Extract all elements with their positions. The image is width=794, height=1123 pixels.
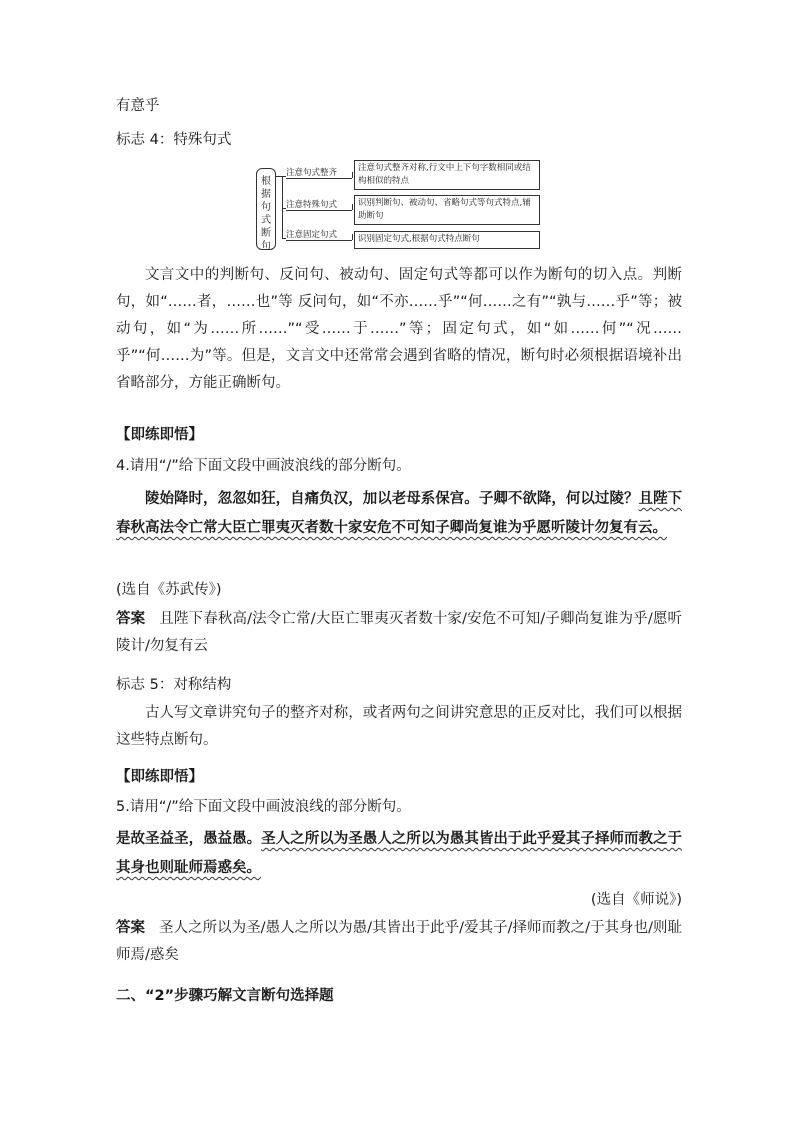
practice4-passage-plain: 陵始降时，忽忽如狂，自痛负汉，加以老母系保宫。子卿不欲降，何以过陵？	[145, 491, 639, 507]
flag4-heading: 标志 4：特殊句式	[116, 132, 232, 148]
branch-box-2: 识别判断句、被动句、省略句式等句式特点,辅助断句	[354, 195, 540, 225]
practice5-source: (选自《师说》)	[590, 892, 682, 908]
practice4-passage-wavy: 且陛下春秋高法令亡常大臣亡罪夷灭者数十家安危不可知子卿尚复谁为乎愿听陵计勿复有云。	[116, 491, 683, 536]
practice5-passage-wavy: 圣人之所以为圣愚人之所以为愚其皆出于此乎爱其子择师而教之于其身也则耻师焉惑矣。	[116, 831, 683, 876]
branch-label-2: 注意特殊句式	[286, 200, 338, 210]
answer-text: 圣人之所以为圣/愚人之所以为愚/其皆出于此乎/爱其子/择师而教之/于其身也/则耻师焉/惑矣	[116, 920, 683, 963]
branch-box-3: 识别固定句式,根据句式特点断句	[354, 231, 540, 249]
special-sentence-diagram	[256, 160, 546, 252]
answer-label: 答案	[116, 920, 146, 936]
practice5-question: 5.请用“/”给下面文段中画波浪线的部分断句。	[116, 799, 411, 815]
flag4-paragraph: 文言文中的判断句、反问句、被动句、固定句式等都可以作为断句的切入点。判断句，如“……者，……也”等 反问句，如“不亦……乎”“何……之有”“孰与……乎”等；被动句，如“为……所……”“受……于……”等；固定句式，如“如……何”“况……乎”“何……为”等。但是，文言文中还常常会遇到省略的情况，断句时必须根据语境补出省略部分，方能正确断句。	[116, 267, 682, 391]
section2-heading: 二、“2”步骤巧解文言断句选择题	[116, 988, 334, 1004]
practice4-tag: 【即练即悟】	[116, 427, 203, 443]
flag5-paragraph: 古人写文章讲究句子的整齐对称，或者两句之间讲究意思的正反对比，我们可以根据这些特点断句。	[116, 705, 682, 748]
practice4-passage	[116, 485, 682, 543]
branch-box-1: 注意句式整齐对称,行文中上下句字数相同或结构相似的特点	[354, 160, 540, 190]
practice4-question: 4.请用“/”给下面文段中画波浪线的部分断句。	[116, 458, 411, 474]
answer-label: 答案	[116, 611, 146, 627]
practice5-tag: 【即练即悟】	[116, 769, 203, 785]
practice5-passage-plain: 是故圣益圣，愚益愚。	[116, 831, 262, 847]
diagram-root: 根 据 句 式 断 句	[256, 168, 276, 250]
top-line: 有意乎	[116, 98, 160, 114]
flag5-heading: 标志 5：对称结构	[116, 677, 232, 693]
practice5-answer	[116, 915, 682, 969]
practice4-source: (选自《苏武传》)	[116, 582, 222, 598]
practice4-answer	[116, 606, 682, 660]
answer-text: 且陛下春秋高/法令亡常/大臣亡罪夷灭者数十家/安危不可知/子卿尚复谁为乎/愿听陵计/勿复有云	[116, 611, 682, 654]
practice5-passage	[116, 825, 682, 883]
branch-label-1: 注意句式整齐	[286, 168, 338, 178]
branch-label-3: 注意固定句式	[286, 230, 338, 240]
